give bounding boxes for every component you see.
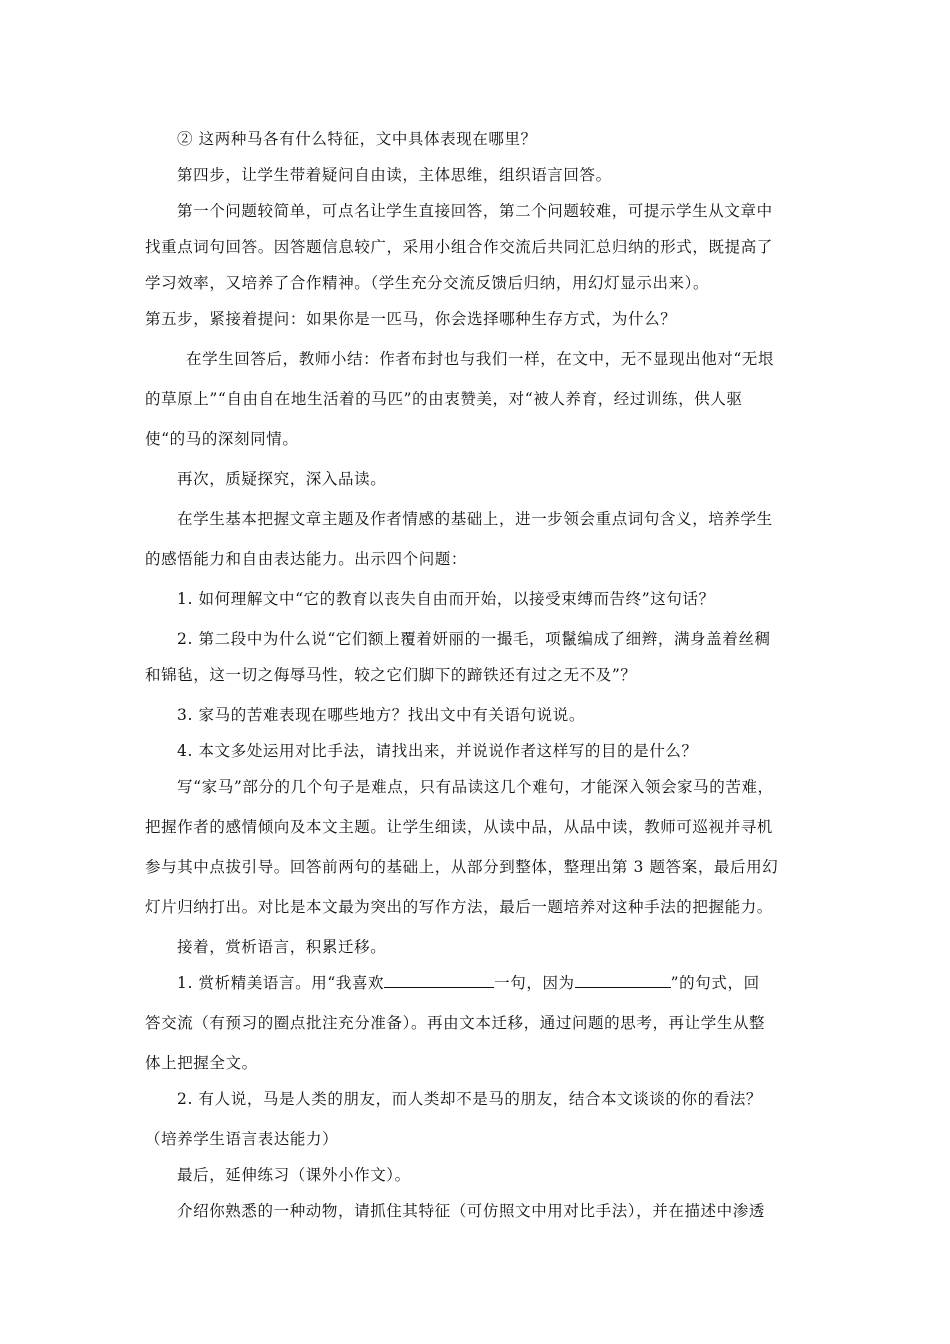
numbered-question: 2. 有人说，马是人类的朋友，而人类却不是马的朋友，结合本文谈谈的你的看法？ <box>177 1090 763 1108</box>
fill-blank-line <box>177 971 760 993</box>
step-four: 第四步，让学生带着疑问自由读，主体思维，组织语言回答。 <box>177 166 612 184</box>
paragraph-line: 第一个问题较简单，可点名让学生直接回答，第二个问题较难，可提示学生从文章中 <box>177 202 773 220</box>
paragraph-line: 参与其中点拔引导。回答前两句的基础上，从部分到整体，整理出第 3 题答案，最后用幻 <box>145 858 779 876</box>
section-heading: 再次，质疑探究，深入品读。 <box>177 470 387 488</box>
paragraph-line: 的草原上”“自由自在地生活着的马匹”的由衷赞美，对“被人养育，经过训练，供人驱 <box>145 390 743 408</box>
fill-blank <box>575 973 671 988</box>
section-heading: 最后，延伸练习（课外小作文）。 <box>177 1166 411 1184</box>
paragraph-line: 介绍你熟悉的一种动物，请抓住其特征（可仿照文中用对比手法），并在描述中渗透 <box>177 1202 765 1220</box>
paragraph-line: 灯片归纳打出。对比是本文最为突出的写作方法，最后一题培养对这种手法的把握能力。 <box>145 898 773 916</box>
paragraph-line: 体上把握全文。 <box>145 1054 258 1072</box>
fill-text-part-2: 一句，因为 <box>494 974 575 992</box>
question-2: ② 这两种马各有什么特征，文中具体表现在哪里？ <box>177 130 537 148</box>
numbered-question: 1. 如何理解文中“它的教育以丧失自由而开始，以接受束缚而告终”这句话？ <box>177 590 715 608</box>
step-five: 第五步，紧接着提问：如果你是一匹马，你会选择哪种生存方式，为什么？ <box>145 310 677 328</box>
numbered-question: 3. 家马的苦难表现在哪些地方？找出文中有关语句说说。 <box>177 706 585 724</box>
fill-blank <box>384 973 494 988</box>
paragraph-line: 学习效率，又培养了合作精神。（学生充分交流反馈后归纳，用幻灯显示出来）。 <box>145 274 710 292</box>
numbered-question: 2. 第二段中为什么说“它们额上覆着妍丽的一撮毛，项鬣编成了细辫，满身盖着丝稠 <box>177 630 771 648</box>
paragraph-line: 的感悟能力和自由表达能力。出示四个问题： <box>145 550 468 568</box>
section-heading: 接着，赏析语言，积累迁移。 <box>177 938 387 956</box>
paragraph-line: 在学生基本把握文章主题及作者情感的基础上，进一步领会重点词句含义，培养学生 <box>177 510 773 528</box>
fill-text-part-1: 1. 赏析精美语言。用“我喜欢 <box>177 974 385 992</box>
fill-text-part-3: ”的句式，回 <box>670 974 760 992</box>
paragraph-line: （培养学生语言表达能力） <box>145 1130 339 1148</box>
paragraph-line: 答交流（有预习的圈点批注充分准备）。再由文本迁移，通过问题的思考，再让学生从整 <box>145 1014 766 1032</box>
numbered-question: 4. 本文多处运用对比手法，请找出来，并说说作者这样写的目的是什么？ <box>177 742 698 760</box>
paragraph-line: 把握作者的感情倾向及本文主题。让学生细读，从读中品，从品中读，教师可巡视并寻机 <box>145 818 773 836</box>
paragraph-line: 写“家马”部分的几个句子是难点，只有品读这几个难句，才能深入领会家马的苦难， <box>177 778 774 796</box>
paragraph-line: 找重点词句回答。因答题信息较广，采用小组合作交流后共同汇总归纳的形式，既提高了 <box>145 238 773 256</box>
paragraph-line: 在学生回答后，教师小结：作者布封也与我们一样，在文中，无不显现出他对“无垠 <box>186 350 775 368</box>
paragraph-line: 和锦毡，这一切之侮辱马性，较之它们脚下的蹄铁还有过之无不及”？ <box>145 666 637 684</box>
paragraph-line: 使“的马的深刻同情。 <box>145 430 299 448</box>
